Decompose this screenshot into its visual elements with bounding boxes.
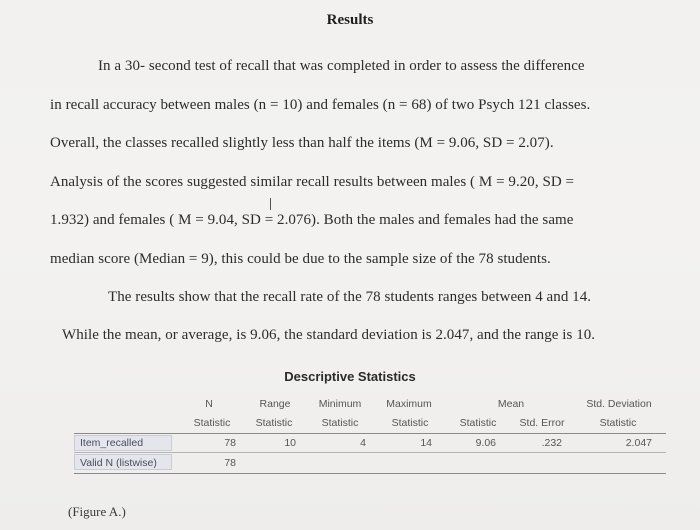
subheader-minimum: Statistic [321,417,359,429]
paragraph-line-5: 1.932) and females ( M = 9.04, SD = 2.076). Both the males and females had the same [50,212,574,228]
row-label-item-recalled: Item_recalled [80,437,144,449]
header-range: Range [259,398,291,410]
figure-caption: (Figure A.) [68,504,126,519]
subheader-range: Statistic [255,417,293,429]
table-bottom-rule [74,473,666,474]
table-title: Descriptive Statistics [284,369,416,384]
paragraph-line-8: While the mean, or average, is 9.06, the standard deviation is 2.047, and the range is 10. [62,327,596,343]
header-minimum: Minimum [318,398,362,410]
subheader-mean-se: Std. Error [519,417,565,429]
header-maximum: Maximum [386,398,432,410]
cell-n: 78 [224,437,236,449]
subheader-n: Statistic [193,417,231,429]
header-n: N [205,398,213,410]
cell-mean-stat: 9.06 [475,437,496,449]
subheader-maximum: Statistic [391,417,429,429]
header-mean: Mean [497,398,525,410]
paragraph-line-3: Overall, the classes recalled slightly less than half the items (M = 9.06, SD = 2.07). [50,135,554,151]
table-row-rule [74,452,666,453]
paragraph-line-2: in recall accuracy between males (n = 10) and females (n = 68) of two Psych 121 classes. [50,97,591,113]
section-heading: Results [326,12,374,28]
cell-range: 10 [284,437,296,449]
text-cursor [270,198,273,210]
cell-mean-se: .232 [541,437,562,449]
cell-std-deviation: 2.047 [625,437,652,449]
paragraph-line-4: Analysis of the scores suggested similar recall results between males ( M = 9.20, SD = [50,174,575,190]
table-header-rule [74,433,666,434]
paragraph-line-1: In a 30- second test of recall that was completed in order to assess the difference [98,58,585,74]
subheader-std-deviation: Statistic [599,417,637,429]
subheader-mean-stat: Statistic [459,417,497,429]
header-std-deviation: Std. Deviation [586,398,652,410]
cell-valid-n: 78 [224,457,236,469]
cell-maximum: 14 [420,437,432,449]
row-label-valid-n: Valid N (listwise) [80,457,157,469]
paragraph-line-7: The results show that the recall rate of the 78 students ranges between 4 and 14. [108,289,592,305]
paragraph-line-6: median score (Median = 9), this could be due to the sample size of the 78 students. [50,251,551,267]
cell-minimum: 4 [360,437,366,449]
